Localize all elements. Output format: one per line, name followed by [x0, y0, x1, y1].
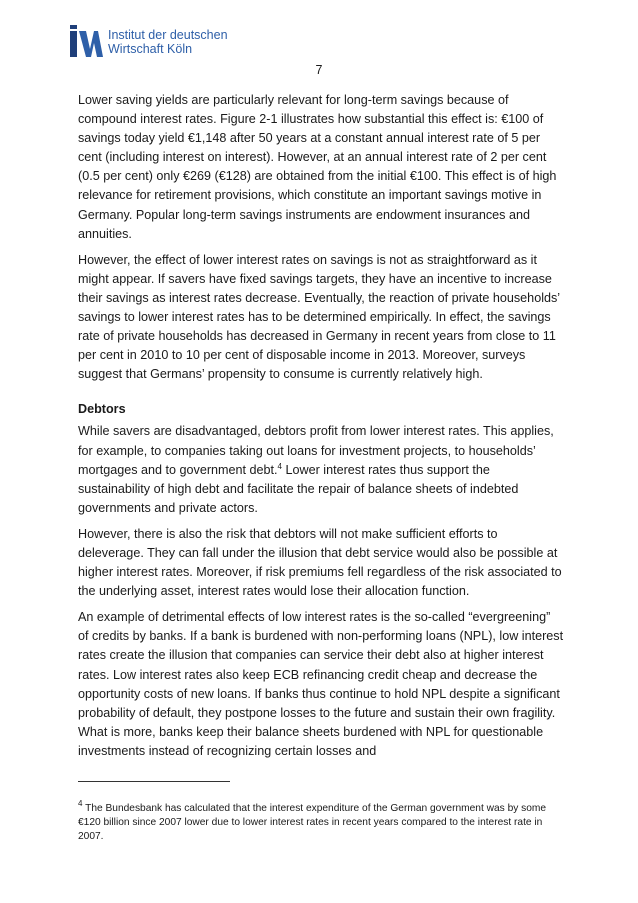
logo-line-1: Institut der deutschen	[108, 28, 228, 42]
footnote-reference[interactable]: 4	[277, 461, 282, 471]
logo-wordmark	[108, 28, 228, 56]
logo-line-2: Wirtschaft Köln	[108, 42, 193, 56]
paragraph-savings-effect: However, the effect of lower interest rates on savings is not as straightforward as it might appear. If savers have fixed savings targets, they have an incentive to increase their savings as interest rates decrease. Eventually, the reaction of private households’ savings to lower interest rates has to be determined empirically. In effect, the savings rate of private households has decreased in Germany in recent years from close to 11 per cent in 2010 to 10 per cent of disposable income in 2013. Moreover, surveys suggest that Germans’ propensity to consume is currently relatively high.	[78, 252, 560, 382]
footnote	[78, 799, 564, 843]
footnote-divider	[78, 781, 230, 782]
institute-logo	[70, 20, 228, 64]
paragraph-debtors-profit	[78, 422, 564, 517]
paragraph-text: Lower interest rates thus support the sustainability of high debt and facilitate the repair of balance sheets of indebted governments and private actors.	[78, 462, 519, 515]
paragraph-text: While savers are disadvantaged, debtors profit from lower interest rates. This applies, for example, to companies taking out loans for investment projects, to households’ mortgages and to government debt.	[78, 424, 554, 477]
paragraph-deleverage-risk: However, there is also the risk that debtors will not make sufficient efforts to deleverage. They can fall under the illusion that debt service would also be possible at higher interest rates. Moreover, if risk premiums fell regardless of the risk associated to the underlying asset, interest rates would lose their allocation function.	[78, 526, 562, 599]
section-heading-debtors: Debtors	[78, 402, 126, 417]
paragraph-savings-yields: Lower saving yields are particularly relevant for long-term savings because of compound interest rates. Figure 2-1 illustrates how substantial this effect is: €100 of savings today yield €1,148 after 50 years at a constant annual interest rate of 5 per cent (including interest on interest). However, at an annual interest rate of 2 per cent (0.5 per cent) only €269 (€128) are obtained from the initial €100. This effect is of high relevance for retirement provisions, which constitute an important savings motive in Germany. Popular long-term savings instruments are endowment insurances and annuities.	[78, 93, 557, 241]
footnote-number: 4	[78, 799, 83, 808]
footnote-text: The Bundesbank has calculated that the interest expenditure of the German government was by some €120 billion since 2007 lower due to lower interest rates in recent years compared to the interest rate in 2007.	[78, 803, 547, 842]
iw-logo-icon	[70, 25, 104, 59]
document-body	[78, 91, 564, 768]
paragraph-evergreening: An example of detrimental effects of low interest rates is the so-called “evergreening” of credits by banks. If a bank is burdened with non-performing loans (NPL), low interest rates create the illusion that companies can service their debt also at higher interest rates. Low interest rates also keep ECB refinancing credit cheap and decrease the opportunity costs of new loans. If banks thus continue to hold NPL despite a significant probability of default, they postpone losses to the future and sustain their own fragility. What is more, banks keep their balance sheets burdened with NPL for questionable investments instead of recognizing certain losses and	[78, 610, 564, 758]
page-number: 7	[315, 63, 323, 77]
